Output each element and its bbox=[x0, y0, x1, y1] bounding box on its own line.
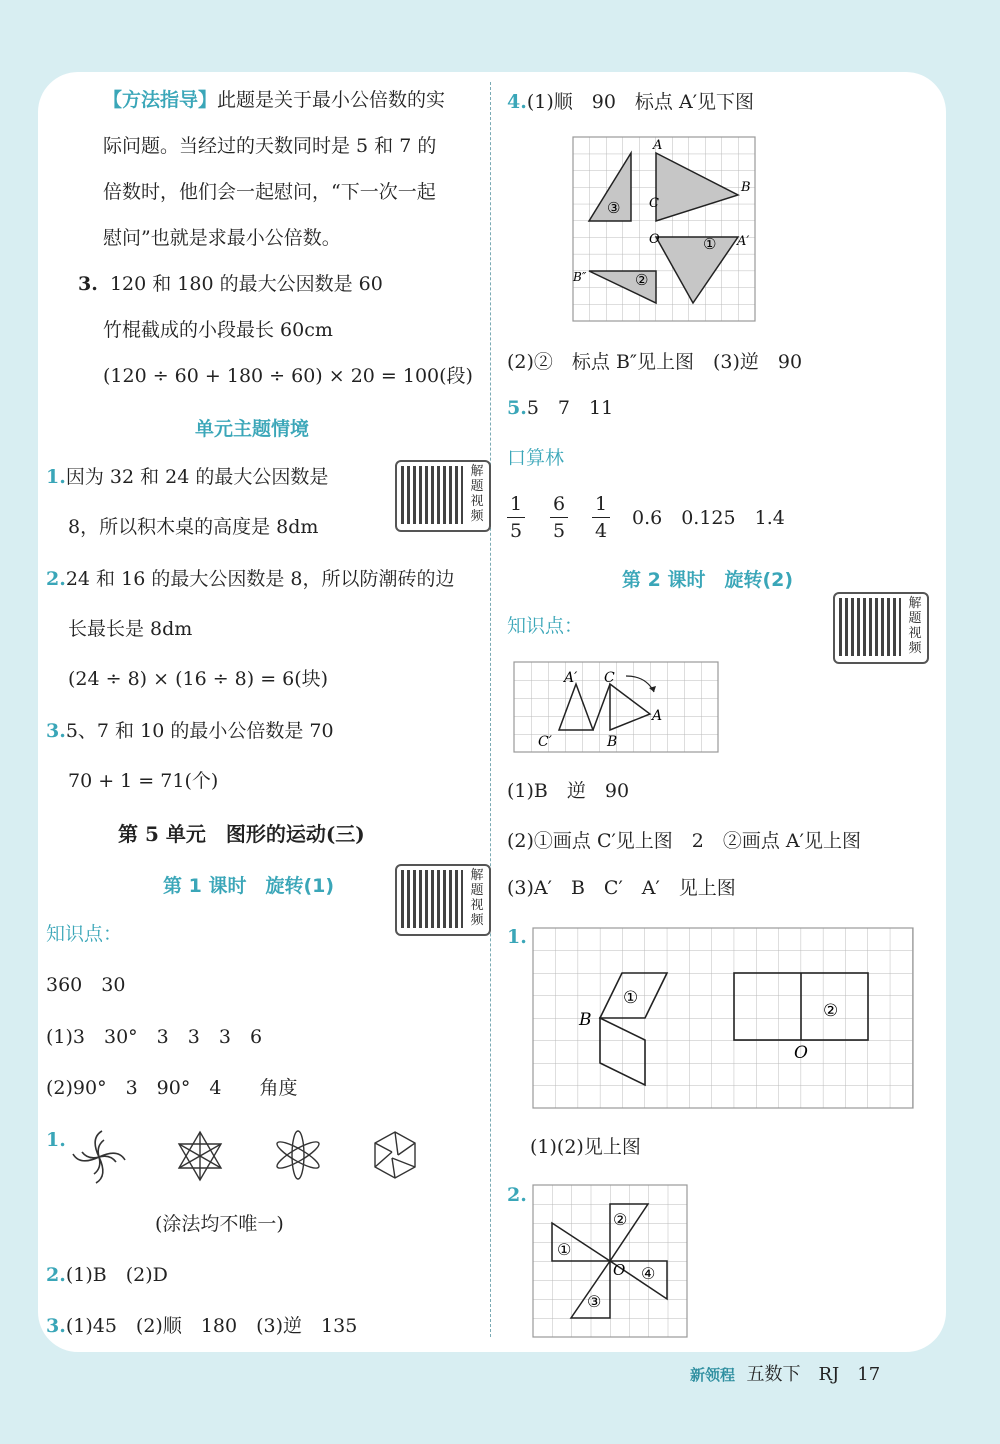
unit-theme-heading: 单元主题情境 bbox=[195, 418, 310, 440]
label-A-prime: A′ bbox=[737, 234, 750, 249]
qr-label: 解题视频 bbox=[470, 868, 484, 928]
circle-1: ① bbox=[557, 1240, 572, 1259]
qr-code[interactable] bbox=[833, 592, 929, 664]
kp-line: 360 30 bbox=[46, 974, 126, 996]
q3: 3. 120 和 180 的最大公因数是 60 bbox=[78, 273, 383, 295]
hexagram-shape bbox=[175, 1130, 225, 1182]
circle-2: ② bbox=[823, 1001, 839, 1021]
qr-label: 解题视频 bbox=[908, 596, 922, 656]
circle-3: ③ bbox=[587, 1292, 602, 1311]
r-q1-note: (1)(2)见上图 bbox=[530, 1136, 641, 1158]
label-O: O bbox=[613, 1261, 626, 1279]
l1-q1-note: (涂法均不唯一) bbox=[155, 1213, 284, 1235]
method-line: 倍数时，他们会一起慰问，“下一次一起 bbox=[103, 181, 436, 203]
page-footer bbox=[690, 1360, 880, 1386]
label-B: B bbox=[741, 180, 751, 195]
label-C-prime: C′ bbox=[538, 734, 552, 750]
label-C: C bbox=[604, 670, 615, 686]
oral-heading: 口算林 bbox=[507, 447, 565, 469]
method-line: 际问题。当经过的天数同时是 5 和 7 的 bbox=[103, 135, 437, 157]
label-A: A bbox=[652, 708, 663, 724]
fraction: 6 5 bbox=[548, 493, 570, 542]
unit5-title: 第 5 单元 图形的运动(三) bbox=[118, 822, 365, 846]
label-A-prime: A′ bbox=[564, 670, 578, 686]
kp2-line: (2)①画点 C′见上图 2 ②画点 A′见上图 bbox=[507, 830, 861, 852]
circle-4: ④ bbox=[641, 1264, 656, 1283]
footer-page-info: 五数下 RJ 17 bbox=[746, 1364, 881, 1385]
petal-flower-shape bbox=[272, 1128, 324, 1182]
label-A: A bbox=[653, 138, 663, 153]
label-O: O bbox=[649, 232, 660, 247]
label-B-double-prime: B″ bbox=[573, 270, 587, 284]
qr-pattern bbox=[401, 466, 463, 524]
circle-2: ② bbox=[635, 271, 649, 289]
qr-pattern bbox=[839, 598, 901, 656]
l1-q3: 3.(1)45 (2)顺 180 (3)逆 135 bbox=[46, 1315, 358, 1337]
qr-pattern bbox=[401, 870, 463, 928]
pinwheel-shape bbox=[70, 1128, 128, 1186]
qr-code[interactable] bbox=[395, 864, 491, 936]
circle-2: ② bbox=[613, 1210, 628, 1229]
qr-label: 解题视频 bbox=[470, 464, 484, 524]
ut-q1-line: 8，所以积木桌的高度是 8dm bbox=[68, 516, 319, 538]
footer-brand: 新领程 bbox=[690, 1366, 736, 1384]
q3-line: 竹棍截成的小段最长 60cm bbox=[103, 319, 333, 341]
ut-q3: 3.5、7 和 10 的最小公倍数是 70 bbox=[46, 720, 334, 742]
q4: 4.(1)顺 90 标点 A′见下图 bbox=[507, 91, 755, 113]
rotation-grid-diagram-1 bbox=[573, 137, 755, 321]
ut-q1: 1.因为 32 和 24 的最大公因数是 bbox=[46, 466, 329, 488]
kp-line: (1)3 30° 3 3 3 6 bbox=[46, 1026, 263, 1048]
rotation-grid-diagram-4 bbox=[533, 1185, 687, 1337]
ut-q2-line: 长最长是 8dm bbox=[68, 618, 193, 640]
ut-q2-line: (24 ÷ 8) × (16 ÷ 8) = 6(块) bbox=[68, 668, 329, 690]
circle-1: ① bbox=[623, 988, 639, 1008]
knowledge-heading: 知识点： bbox=[507, 615, 584, 637]
q4-line2: (2)② 标点 B″见上图 (3)逆 90 bbox=[507, 351, 803, 373]
hexagon-spiral-shape bbox=[370, 1130, 420, 1180]
rotation-grid-diagram-3 bbox=[533, 928, 913, 1108]
decimals: 0.6 0.125 1.4 bbox=[632, 507, 785, 529]
r-q2-num: 2. bbox=[507, 1184, 527, 1206]
q3-line: (120 ÷ 60 + 180 ÷ 60) × 20 = 100(段) bbox=[103, 365, 473, 387]
qr-code[interactable] bbox=[395, 460, 491, 532]
l1-q2: 2.(1)B (2)D bbox=[46, 1264, 168, 1286]
ut-q2: 2.24 和 16 的最大公因数是 8，所以防潮砖的边 bbox=[46, 568, 455, 590]
knowledge-heading: 知识点： bbox=[46, 923, 123, 945]
method-guide bbox=[103, 88, 445, 112]
rotation-grid-diagram-2 bbox=[514, 662, 718, 752]
label-O: O bbox=[794, 1043, 808, 1063]
fraction: 1 4 bbox=[590, 493, 612, 542]
kp2-line: (3)A′ B C′ A′ 见上图 bbox=[507, 877, 736, 899]
kp2-line: (1)B 逆 90 bbox=[507, 780, 630, 802]
lesson1-title: 第 1 课时 旋转(1) bbox=[163, 875, 335, 897]
label-B: B bbox=[607, 734, 618, 750]
r-q1-num: 1. bbox=[507, 926, 527, 948]
ut-q3-line: 70 + 1 = 71(个) bbox=[68, 770, 219, 792]
method-line: 此题是关于最小公倍数的实 bbox=[217, 89, 446, 111]
method-tag: 【方法指导】 bbox=[103, 89, 218, 111]
l1-q1-num: 1. bbox=[46, 1129, 66, 1151]
lesson2-title: 第 2 课时 旋转(2) bbox=[622, 569, 794, 591]
label-B: B bbox=[579, 1010, 592, 1030]
label-C: C bbox=[649, 196, 659, 211]
fraction: 1 5 bbox=[505, 493, 527, 542]
circle-1: ① bbox=[703, 235, 717, 253]
circle-3: ③ bbox=[607, 199, 621, 217]
column-divider bbox=[490, 82, 491, 1337]
q5: 5.5 7 11 bbox=[507, 397, 614, 419]
kp-line: (2)90° 3 90° 4 角度 bbox=[46, 1077, 298, 1099]
method-line: 慰问”也就是求最小公倍数。 bbox=[103, 227, 341, 249]
